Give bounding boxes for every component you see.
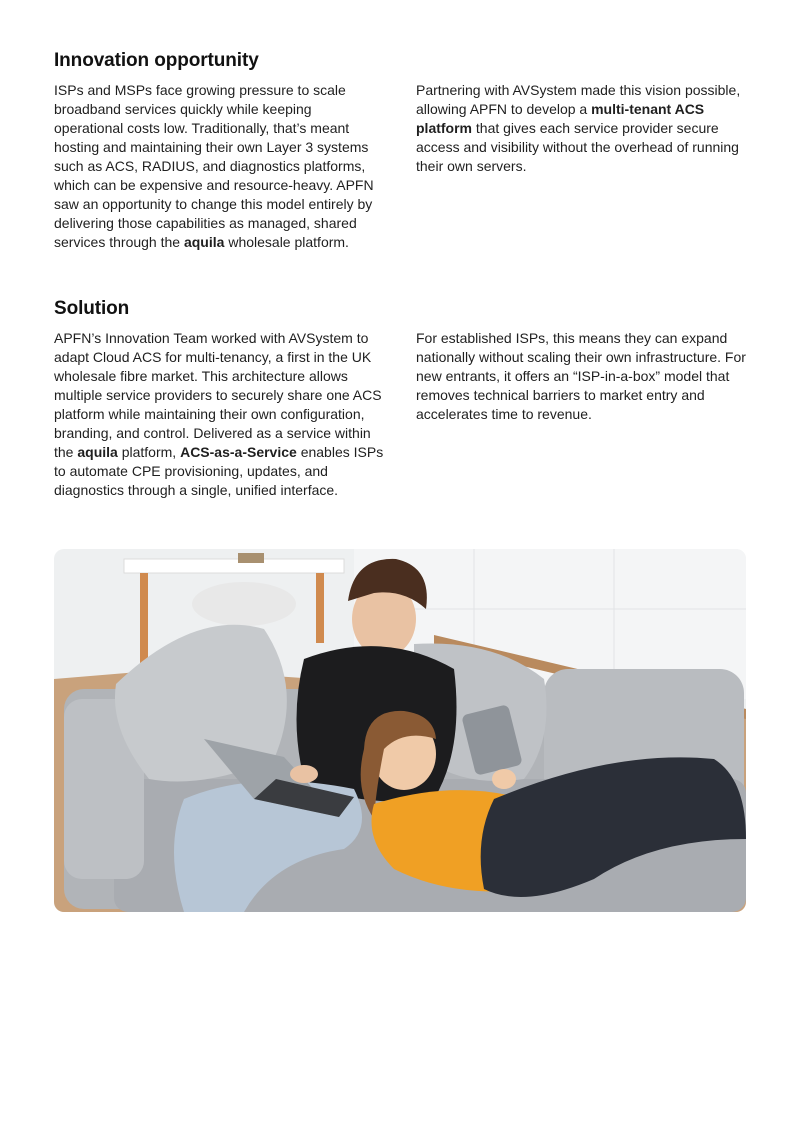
chair (192, 582, 296, 626)
solution-section (54, 298, 746, 500)
innovation-right-paragraph (416, 81, 746, 176)
bold-run: multi-tenant ACS platform (416, 101, 705, 136)
table-leg (140, 573, 148, 663)
man-hand (290, 765, 318, 783)
text-run: enables ISPs to automate CPE provisioning, updates, and diagnostics through a single, unified interface. (54, 444, 384, 498)
bold-run: aquila (183, 234, 225, 250)
table-top (124, 559, 344, 573)
photo-illustration (54, 549, 746, 912)
innovation-heading: Innovation opportunity (54, 50, 259, 71)
text-run: APFN’s Innovation Team worked with AVSystem to adapt Cloud ACS for multi-tenancy, a first in the UK wholesale fibre market. This architecture allows multiple service providers to securely share one ACS platform while maintaining their own configuration, branding, and control. Delivered as a service within the (54, 330, 382, 460)
solution-left-column (54, 329, 384, 500)
innovation-left-column (54, 81, 384, 252)
solution-right-paragraph (416, 329, 746, 424)
bold-run: ACS-as-a-Service (180, 444, 297, 460)
text-run: wholesale platform. (224, 234, 349, 250)
text-run: ISPs and MSPs face growing pressure to scale broadband services quickly while keeping operational costs low. Traditionally, that’s meant hosting and maintaining their own Layer 3 systems such as ACS, RADIUS, and diagnostics platforms, which can be expensive and resource-heavy. APFN saw an opportunity to change this model entirely by delivering those capabilities as managed, shared services through the (54, 82, 374, 250)
solution-columns (54, 329, 746, 500)
text-run: platform, (117, 444, 181, 460)
bold-run: aquila (77, 444, 118, 460)
solution-left-paragraph (54, 329, 384, 500)
solution-heading: Solution (54, 298, 130, 319)
text-run: For established ISPs, this means they can expand nationally without scaling their own infrastructure. For new entrants, it offers an “ISP-in-a-box” model that removes technical barriers to market entry and accelerates time to revenue. (416, 330, 746, 422)
table-leg (316, 573, 324, 643)
solution-right-column (416, 329, 746, 500)
innovation-section (54, 50, 746, 252)
table-book (238, 553, 264, 563)
innovation-left-paragraph (54, 81, 384, 252)
text-run: that gives each service provider secure access and visibility without the overhead of running their own servers. (416, 120, 739, 174)
text-run: Partnering with AVSystem made this vision possible, allowing APFN to develop a (416, 82, 741, 117)
woman-hand (492, 769, 516, 789)
couple-on-sofa-photo (54, 549, 746, 912)
innovation-columns (54, 81, 746, 252)
innovation-right-column (416, 81, 746, 252)
